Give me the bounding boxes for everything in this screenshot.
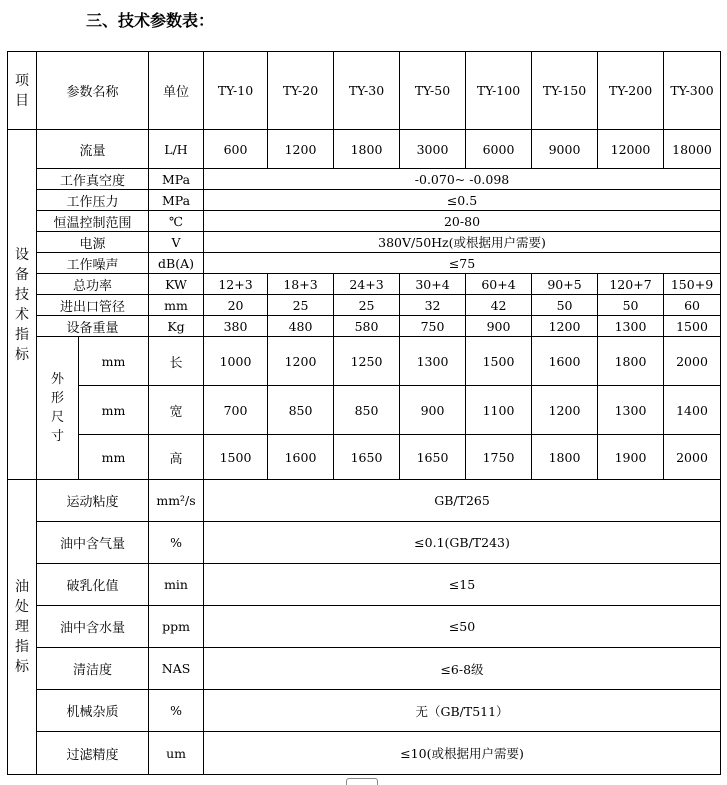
char: 设: [15, 246, 29, 263]
param-value-span: ≤75: [204, 253, 721, 274]
table-row: [8, 232, 721, 253]
dimension-label: [37, 337, 79, 480]
oil-param-value: 无（GB/T511）: [204, 690, 721, 732]
char: 外: [50, 372, 64, 387]
param-unit: KW: [149, 274, 204, 295]
oil-param-unit: ppm: [149, 606, 204, 648]
param-unit: MPa: [149, 169, 204, 190]
table-row: [8, 606, 721, 648]
table-row: [8, 274, 721, 295]
dimension-value: 1650: [334, 435, 400, 480]
param-name: 进出口管径: [37, 295, 149, 316]
table-row: [8, 564, 721, 606]
header-item: [8, 52, 37, 130]
param-value: 24+3: [334, 274, 400, 295]
oil-param-unit: um: [149, 732, 204, 775]
header-model: TY-100: [466, 52, 532, 130]
char: 标: [15, 346, 29, 363]
dimension-unit: mm: [79, 435, 149, 480]
oil-param-unit: %: [149, 522, 204, 564]
param-value: 380: [204, 316, 268, 337]
dimension-value: 850: [334, 386, 400, 435]
section-heading: 三、技术参数表：: [86, 11, 215, 30]
table-row: [8, 253, 721, 274]
param-value: 1200: [532, 316, 598, 337]
param-value: 20: [204, 295, 268, 316]
param-value: 25: [334, 295, 400, 316]
param-value: 90+5: [532, 274, 598, 295]
tech-spec-table: [7, 51, 721, 775]
dimension-value: 1200: [268, 337, 334, 386]
char: 形: [50, 391, 64, 406]
dimension-value: 1100: [466, 386, 532, 435]
param-value: 120+7: [598, 274, 664, 295]
param-value-span: 380V/50Hz(或根据用户需要): [204, 232, 721, 253]
dimension-value: 700: [204, 386, 268, 435]
dimension-value: 1400: [664, 386, 721, 435]
dimension-value: 1650: [400, 435, 466, 480]
param-value: 1300: [598, 316, 664, 337]
param-value-span: -0.070~ -0.098: [204, 169, 721, 190]
param-value: 1800: [334, 130, 400, 169]
dimension-unit: mm: [79, 337, 149, 386]
dimension-value: 1500: [466, 337, 532, 386]
dimension-value: 900: [400, 386, 466, 435]
table-row: [8, 211, 721, 232]
header-model: TY-30: [334, 52, 400, 130]
param-value: 32: [400, 295, 466, 316]
oil-param-value: ≤0.1(GB/T243): [204, 522, 721, 564]
table-row: [8, 130, 721, 169]
table-row: [8, 480, 721, 522]
table-row: [8, 52, 721, 130]
param-value: 900: [466, 316, 532, 337]
param-value: 60+4: [466, 274, 532, 295]
oil-param-name: 过滤精度: [37, 732, 149, 775]
param-value: 12000: [598, 130, 664, 169]
oil-param-value: GB/T265: [204, 480, 721, 522]
dimension-value: 1250: [334, 337, 400, 386]
oil-param-unit: mm²/s: [149, 480, 204, 522]
header-model: TY-10: [204, 52, 268, 130]
param-value: 1500: [664, 316, 721, 337]
oil-param-name: 破乳化值: [37, 564, 149, 606]
dimension-value: 1300: [598, 386, 664, 435]
param-value: 12+3: [204, 274, 268, 295]
table-row: [8, 522, 721, 564]
char: 油: [15, 579, 29, 595]
param-name: 工作噪声: [37, 253, 149, 274]
param-unit: mm: [149, 295, 204, 316]
param-unit: MPa: [149, 190, 204, 211]
param-name: 恒温控制范围: [37, 211, 149, 232]
header-unit: 单位: [149, 52, 204, 130]
table-row: [8, 435, 721, 480]
char: 寸: [50, 429, 64, 444]
param-value-span: ≤0.5: [204, 190, 721, 211]
table-row: [8, 732, 721, 775]
param-name: 流量: [37, 130, 149, 169]
header-model: TY-300: [664, 52, 721, 130]
dimension-value: 1300: [400, 337, 466, 386]
oil-param-unit: NAS: [149, 648, 204, 690]
header-param-name: 参数名称: [37, 52, 149, 130]
table-row: [8, 190, 721, 211]
dimension-value: 1800: [532, 435, 598, 480]
oil-param-value: ≤10(或根据用户需要): [204, 732, 721, 775]
oil-param-unit: min: [149, 564, 204, 606]
table-row: [8, 690, 721, 732]
param-value: 1200: [268, 130, 334, 169]
char: 目: [15, 92, 29, 109]
oil-param-name: 机械杂质: [37, 690, 149, 732]
param-value: 6000: [466, 130, 532, 169]
dimension-value: 850: [268, 386, 334, 435]
table-row: [8, 295, 721, 316]
char: 项: [15, 72, 29, 89]
oil-param-value: ≤50: [204, 606, 721, 648]
oil-param-value: ≤6-8级: [204, 648, 721, 690]
param-value: 50: [532, 295, 598, 316]
oil-param-name: 清洁度: [37, 648, 149, 690]
param-name: 工作压力: [37, 190, 149, 211]
header-model: TY-150: [532, 52, 598, 130]
dimension-value: 1600: [532, 337, 598, 386]
dimension-value: 1000: [204, 337, 268, 386]
header-model: TY-50: [400, 52, 466, 130]
param-value: 60: [664, 295, 721, 316]
param-value: 600: [204, 130, 268, 169]
oil-param-unit: %: [149, 690, 204, 732]
param-value: 18000: [664, 130, 721, 169]
char: 处: [15, 599, 29, 615]
header-model: TY-200: [598, 52, 664, 130]
char: 术: [15, 306, 29, 323]
oil-param-name: 油中含水量: [37, 606, 149, 648]
dimension-name: 高: [149, 435, 204, 480]
char: 理: [15, 619, 29, 635]
param-value: 150+9: [664, 274, 721, 295]
param-value: 580: [334, 316, 400, 337]
header-model: TY-20: [268, 52, 334, 130]
param-value: 50: [598, 295, 664, 316]
param-name: 电源: [37, 232, 149, 253]
table-row: [8, 337, 721, 386]
char: 尺: [50, 410, 64, 425]
oil-param-name: 油中含气量: [37, 522, 149, 564]
param-unit: dB(A): [149, 253, 204, 274]
section-equipment-label: [8, 130, 37, 480]
param-name: 工作真空度: [37, 169, 149, 190]
param-value: 18+3: [268, 274, 334, 295]
table-row: [8, 648, 721, 690]
param-value: 9000: [532, 130, 598, 169]
dimension-value: 2000: [664, 435, 721, 480]
char: 指: [15, 639, 29, 655]
dimension-value: 1900: [598, 435, 664, 480]
param-value: 30+4: [400, 274, 466, 295]
dimension-name: 宽: [149, 386, 204, 435]
param-value: 42: [466, 295, 532, 316]
table-row: [8, 316, 721, 337]
table-row: [8, 169, 721, 190]
param-unit: V: [149, 232, 204, 253]
param-unit: L/H: [149, 130, 204, 169]
table-row: [8, 386, 721, 435]
param-value: 25: [268, 295, 334, 316]
param-name: 设备重量: [37, 316, 149, 337]
param-value: 3000: [400, 130, 466, 169]
section-oil-label: [8, 480, 37, 775]
param-value: 750: [400, 316, 466, 337]
dimension-value: 1800: [598, 337, 664, 386]
param-unit: ℃: [149, 211, 204, 232]
param-name: 总功率: [37, 274, 149, 295]
oil-param-value: ≤15: [204, 564, 721, 606]
char: 标: [15, 659, 29, 675]
dimension-name: 长: [149, 337, 204, 386]
dimension-value: 2000: [664, 337, 721, 386]
dimension-value: 1750: [466, 435, 532, 480]
param-value-span: 20-80: [204, 211, 721, 232]
char: 指: [15, 326, 29, 343]
dimension-unit: mm: [79, 386, 149, 435]
dimension-value: 1500: [204, 435, 268, 480]
dimension-value: 1600: [268, 435, 334, 480]
param-value: 480: [268, 316, 334, 337]
char: 技: [15, 286, 29, 303]
char: 备: [15, 266, 29, 283]
dimension-value: 1200: [532, 386, 598, 435]
param-unit: Kg: [149, 316, 204, 337]
oil-param-name: 运动粘度: [37, 480, 149, 522]
